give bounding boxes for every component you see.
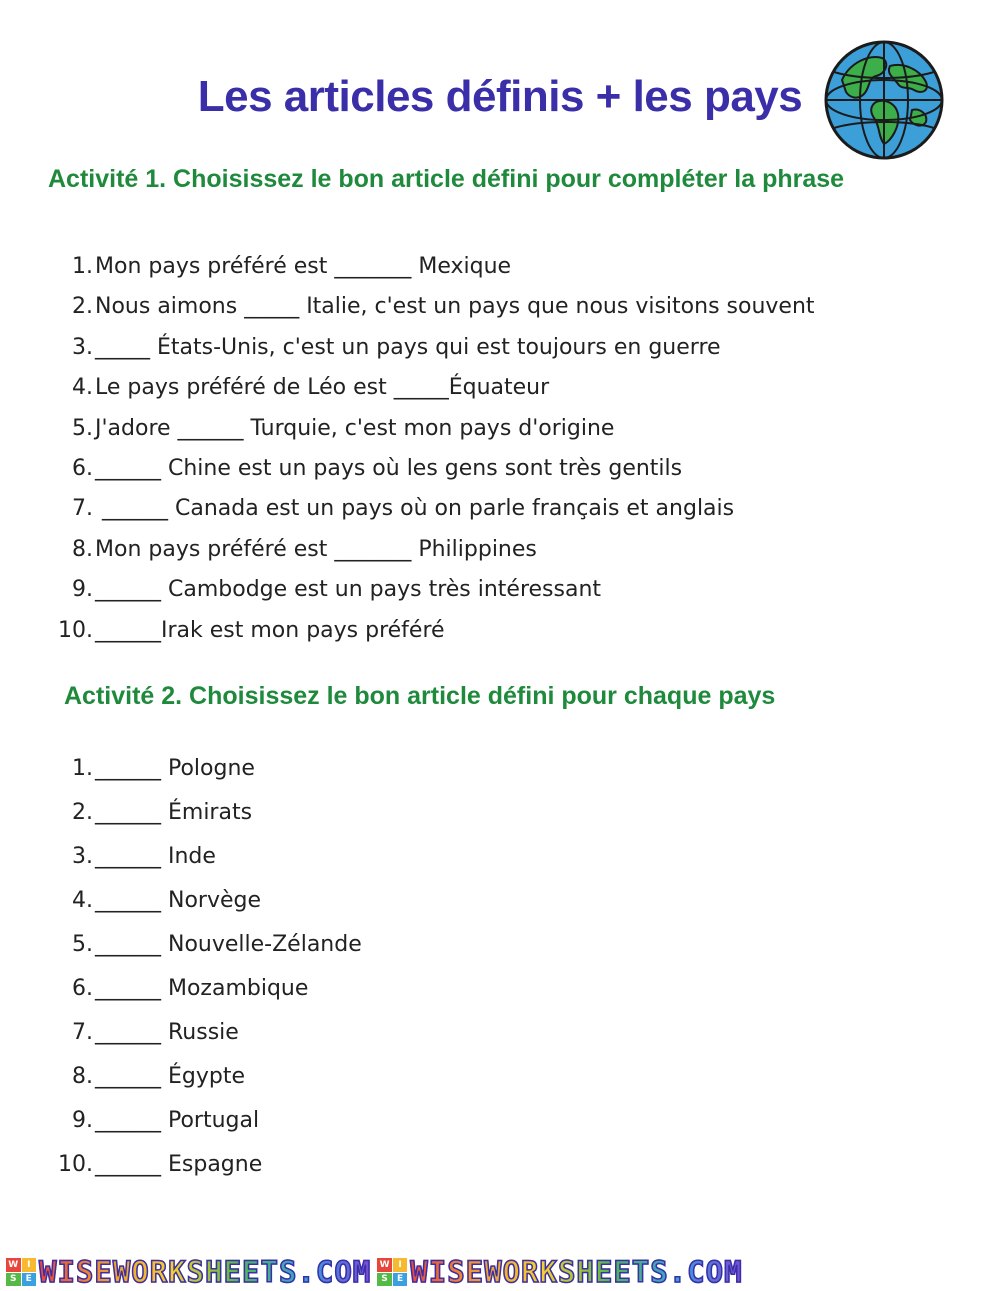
item-text: ______ Égypte <box>95 1064 246 1089</box>
logo-letter: E <box>393 1273 408 1287</box>
logo-letter: S <box>377 1273 392 1287</box>
item-number: 10. <box>58 617 93 643</box>
item-number: 7. <box>72 1020 93 1045</box>
item-text: Mon pays préféré est _______ Philippines <box>95 536 537 562</box>
item-number: 8. <box>72 536 93 562</box>
item-text: ______ Portugal <box>95 1108 260 1133</box>
item-text: Nous aimons _____ Italie, c'est un pays que nous visitons souvent <box>95 294 815 320</box>
item-text: ______ Norvège <box>95 888 262 913</box>
watermark-brand <box>6 1255 371 1289</box>
item-number: 4. <box>72 888 93 913</box>
item-number: 4. <box>72 375 93 401</box>
item-text: ______ Nouvelle-Zélande <box>95 932 362 957</box>
item-text: ______ Chine est un pays où les gens sont très gentils <box>95 455 683 481</box>
item-number: 9. <box>72 577 93 603</box>
watermark-text: WISEWORKSHEETS.COM <box>410 1255 743 1289</box>
watermark-text: WISEWORKSHEETS.COM <box>39 1255 372 1289</box>
item-text: ______ Inde <box>95 844 216 869</box>
logo-letter: E <box>22 1273 37 1287</box>
item-number: 3. <box>72 334 93 360</box>
logo-letter: W <box>6 1258 21 1272</box>
item-text: ______ Espagne <box>95 1152 263 1177</box>
logo-letter: S <box>6 1273 21 1287</box>
logo-letter: I <box>393 1258 408 1272</box>
item-text: J'adore ______ Turquie, c'est mon pays d'origine <box>95 415 615 441</box>
item-number: 2. <box>72 294 93 320</box>
item-text: Mon pays préféré est _______ Mexique <box>95 254 512 279</box>
item-number: 7. <box>72 496 93 522</box>
activity-2-heading: Activité 2. Choisissez le bon article défini pour chaque pays <box>64 682 776 710</box>
item-text: ______ Mozambique <box>95 976 309 1001</box>
item-number: 5. <box>72 415 93 441</box>
item-text: ______Irak est mon pays préféré <box>95 617 445 643</box>
watermark-brand <box>377 1255 742 1289</box>
item-text: ______ Cambodge est un pays très intéressant <box>95 577 602 603</box>
page-title: Les articles définis + les pays <box>197 72 803 121</box>
item-text: ______ Russie <box>95 1020 239 1045</box>
logo-letter: I <box>22 1258 37 1272</box>
item-number: 5. <box>72 932 93 957</box>
item-number: 2. <box>72 800 93 825</box>
logo-letter: W <box>377 1258 392 1272</box>
item-text: ______ Émirats <box>95 800 253 825</box>
item-number: 3. <box>72 844 93 869</box>
watermark-footer <box>0 1253 1000 1291</box>
activity-1-heading: Activité 1. Choisissez le bon article défini pour compléter la phrase <box>48 165 845 193</box>
item-text: Le pays préféré de Léo est _____Équateur <box>95 375 550 401</box>
item-number: 9. <box>72 1108 93 1133</box>
item-number: 6. <box>72 455 93 481</box>
globe-icon <box>820 40 948 160</box>
item-number: 8. <box>72 1064 93 1089</box>
item-text: ______ Canada est un pays où on parle français et anglais <box>95 496 735 522</box>
item-number: 10. <box>58 1152 93 1177</box>
logo-icon <box>6 1258 36 1286</box>
item-text: _____ États-Unis, c'est un pays qui est toujours en guerre <box>95 334 721 360</box>
item-number: 1. <box>72 254 93 279</box>
item-number: 1. <box>72 756 93 781</box>
item-text: ______ Pologne <box>95 756 255 781</box>
logo-icon <box>377 1258 407 1286</box>
item-number: 6. <box>72 976 93 1001</box>
